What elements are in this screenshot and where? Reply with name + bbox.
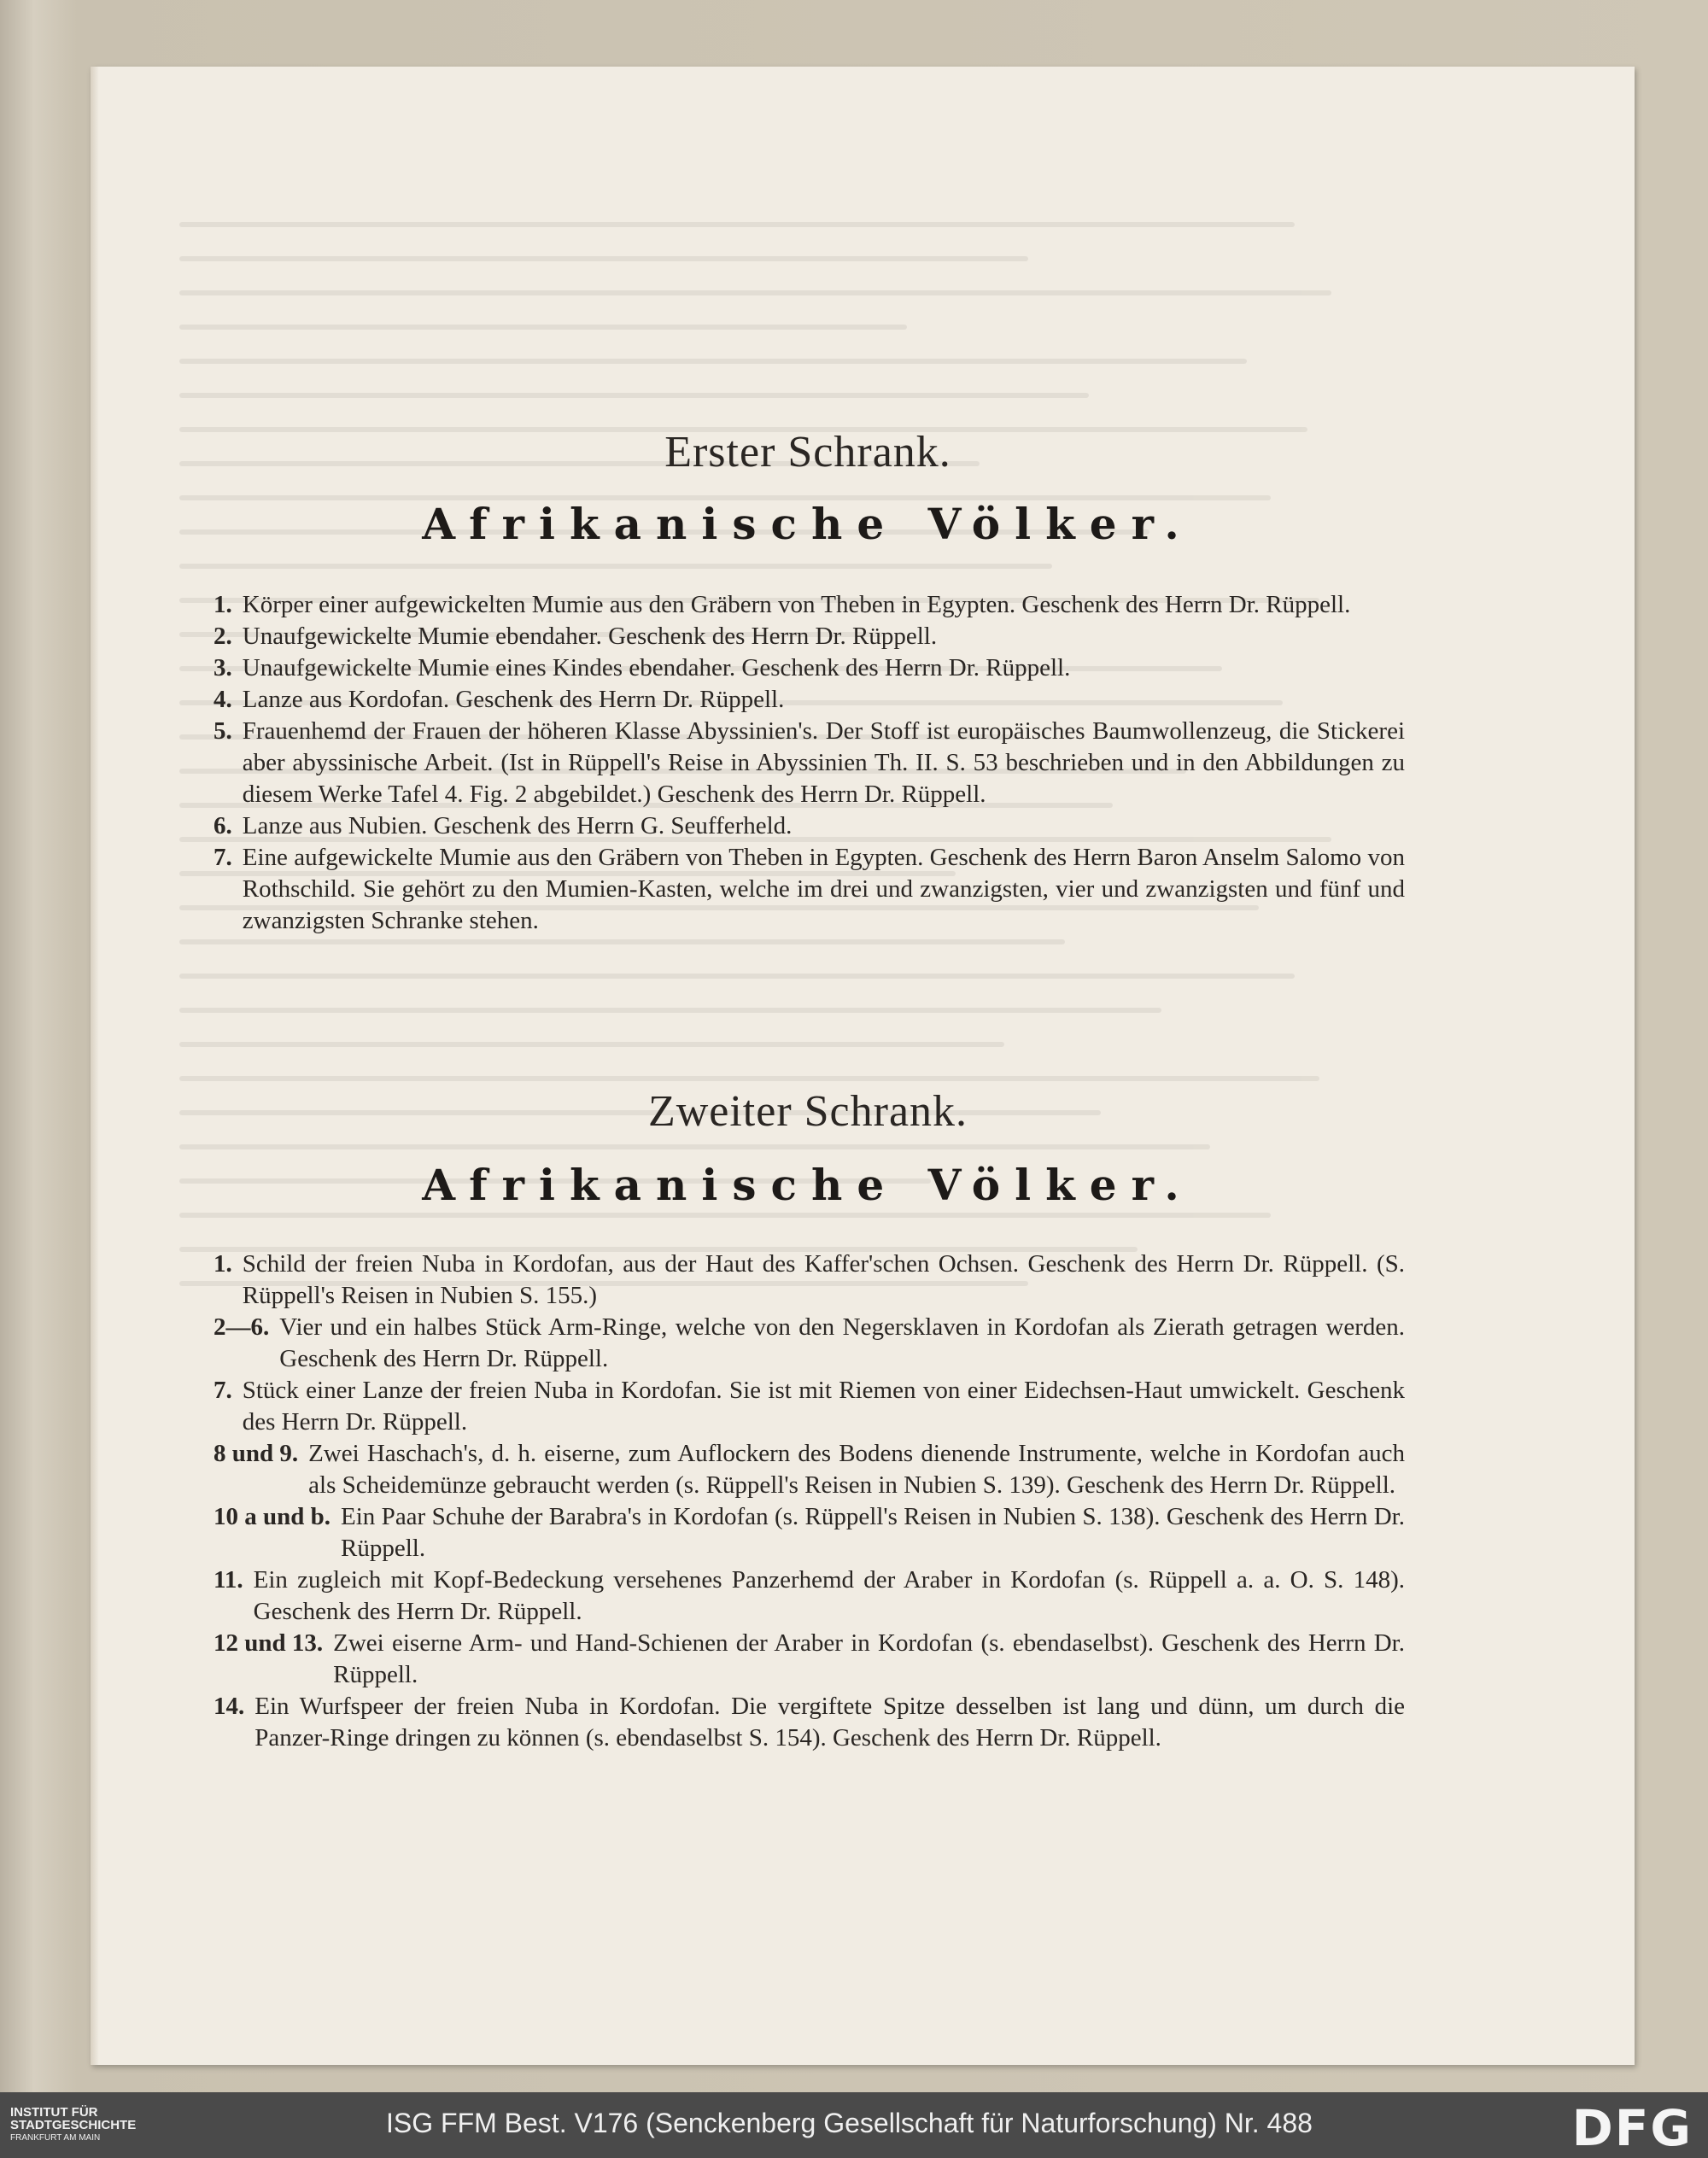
- entry-text: Lanze aus Nubien. Geschenk des Herrn G. Seufferheld.: [242, 812, 793, 839]
- institution-line: STADTGESCHICHTE: [10, 2118, 137, 2132]
- entry-number: 4.: [214, 686, 232, 713]
- list-item: [214, 1501, 1405, 1564]
- entry-number: 11.: [214, 1566, 243, 1594]
- archive-caption: ISG FFM Best. V176 (Senckenberg Gesellschaft für Naturforschung) Nr. 488: [386, 2108, 1313, 2138]
- entry-text: Zwei Haschach's, d. h. eiserne, zum Auflockern des Bodens dienende Instrumente, welche in Kordofan auch als Scheidemünze gebraucht werden (s. Rüppell's Reisen in Nubien S. 139). Geschenk des Herrn Dr. Rüppell.: [308, 1440, 1405, 1499]
- entry-text: Lanze aus Kordofan. Geschenk des Herrn Dr. Rüppell.: [242, 686, 785, 713]
- entry-text: Stück einer Lanze der freien Nuba in Kordofan. Sie ist mit Riemen von einer Eidechsen-Haut umwickelt. Geschenk des Herrn Dr. Rüppell.: [242, 1377, 1405, 1436]
- entry-text: Unaufgewickelte Mumie eines Kindes ebendaher. Geschenk des Herrn Dr. Rüppell.: [242, 654, 1071, 681]
- entry-number: 7.: [214, 844, 232, 871]
- page-edge: [91, 67, 99, 2065]
- list-item: [214, 1691, 1405, 1754]
- list-item: [214, 1249, 1405, 1312]
- list-item: [214, 716, 1405, 810]
- list-item: [214, 652, 1405, 684]
- entry-text: Vier und ein halbes Stück Arm-Ringe, welche von den Negersklaven in Kordofan als Zierath getragen werden. Geschenk des Herrn Dr. Rüppell.: [279, 1313, 1405, 1372]
- entry-list-1: [214, 589, 1405, 937]
- entry-text: Ein Paar Schuhe der Barabra's in Kordofan (s. Rüppell's Reisen in Nubien S. 138). Geschenk des Herrn Dr. Rüppell.: [341, 1503, 1405, 1562]
- list-item: [214, 810, 1405, 842]
- section-subtitle-1: Afrikanische Völker.: [422, 499, 1194, 549]
- entry-number: 3.: [214, 654, 232, 681]
- list-item: [214, 621, 1405, 652]
- entry-text: Ein Wurfspeer der freien Nuba in Kordofan. Die vergiftete Spitze desselben ist lang und dünn, um durch die Panzer-Ringe dringen zu können (s. ebendaselbst S. 154). Geschenk des Herrn Dr. Rüppell.: [254, 1693, 1405, 1752]
- cabinet-heading-1: Erster Schrank.: [664, 428, 951, 477]
- list-item: [214, 1628, 1405, 1691]
- institution-logo: [10, 2106, 136, 2144]
- entry-number: 14.: [214, 1693, 245, 1720]
- entry-number: 1.: [214, 1250, 232, 1278]
- list-item: [214, 684, 1405, 716]
- entry-text: Ein zugleich mit Kopf-Bedeckung versehenes Panzerhemd der Araber in Kordofan (s. Rüppell a. a. O. S. 148). Geschenk des Herrn Dr. Rüppell.: [253, 1566, 1405, 1625]
- entry-number: 5.: [214, 717, 232, 745]
- entry-number: 2—6.: [214, 1313, 270, 1341]
- entry-number: 7.: [214, 1377, 232, 1404]
- entry-list-2: [214, 1249, 1405, 1754]
- entry-number: 2.: [214, 623, 232, 650]
- entry-text: Unaufgewickelte Mumie ebendaher. Geschenk des Herrn Dr. Rüppell.: [242, 623, 938, 650]
- entry-text: Schild der freien Nuba in Kordofan, aus der Haut des Kaffer'schen Ochsen. Geschenk des Herrn Dr. Rüppell. (S. Rüppell's Reisen in Nubien S. 155.): [242, 1250, 1405, 1309]
- entry-number: 8 und 9.: [214, 1440, 299, 1467]
- entry-text: Eine aufgewickelte Mumie aus den Gräbern von Theben in Egypten. Geschenk des Herrn Baron Anselm Salomo von Rothschild. Sie gehört zu den Mumien-Kasten, welche im drei und zwanzigsten, vier und zwanzigsten und fünf und zwanzigsten Schranke stehen.: [242, 844, 1405, 934]
- institution-line: FRANKFURT AM MAIN: [10, 2133, 101, 2143]
- entry-number: 10 a und b.: [214, 1503, 331, 1530]
- footer-bar: [0, 2092, 1708, 2158]
- institution-line: INSTITUT FÜR: [10, 2105, 98, 2120]
- entry-number: 6.: [214, 812, 232, 839]
- dfg-logo: DFG: [1571, 2099, 1693, 2157]
- list-item: [214, 1375, 1405, 1438]
- entry-number: 1.: [214, 591, 232, 618]
- list-item: [214, 1312, 1405, 1375]
- document-page: [91, 67, 1635, 2065]
- entry-number: 12 und 13.: [214, 1629, 324, 1657]
- entry-text: Zwei eiserne Arm- und Hand-Schienen der Araber in Kordofan (s. ebendaselbst). Geschenk des Herrn Dr. Rüppell.: [333, 1629, 1405, 1688]
- list-item: [214, 589, 1405, 621]
- entry-text: Frauenhemd der Frauen der höheren Klasse Abyssinien's. Der Stoff ist europäisches Baumwollenzeug, die Stickerei aber abyssinische Arbeit. (Ist in Rüppell's Reise in Abyssinien Th. II. S. 53 beschrieben und in den Abbildungen zu diesem Werke Tafel 4. Fig. 2 abgebildet.) Geschenk des Herrn Dr. Rüppell.: [242, 717, 1405, 808]
- list-item: [214, 1564, 1405, 1628]
- section-subtitle-2: Afrikanische Völker.: [422, 1160, 1194, 1210]
- list-item: [214, 842, 1405, 937]
- entry-text: Körper einer aufgewickelten Mumie aus den Gräbern von Theben in Egypten. Geschenk des Herrn Dr. Rüppell.: [242, 591, 1351, 618]
- list-item: [214, 1438, 1405, 1501]
- cabinet-heading-2: Zweiter Schrank.: [647, 1087, 968, 1136]
